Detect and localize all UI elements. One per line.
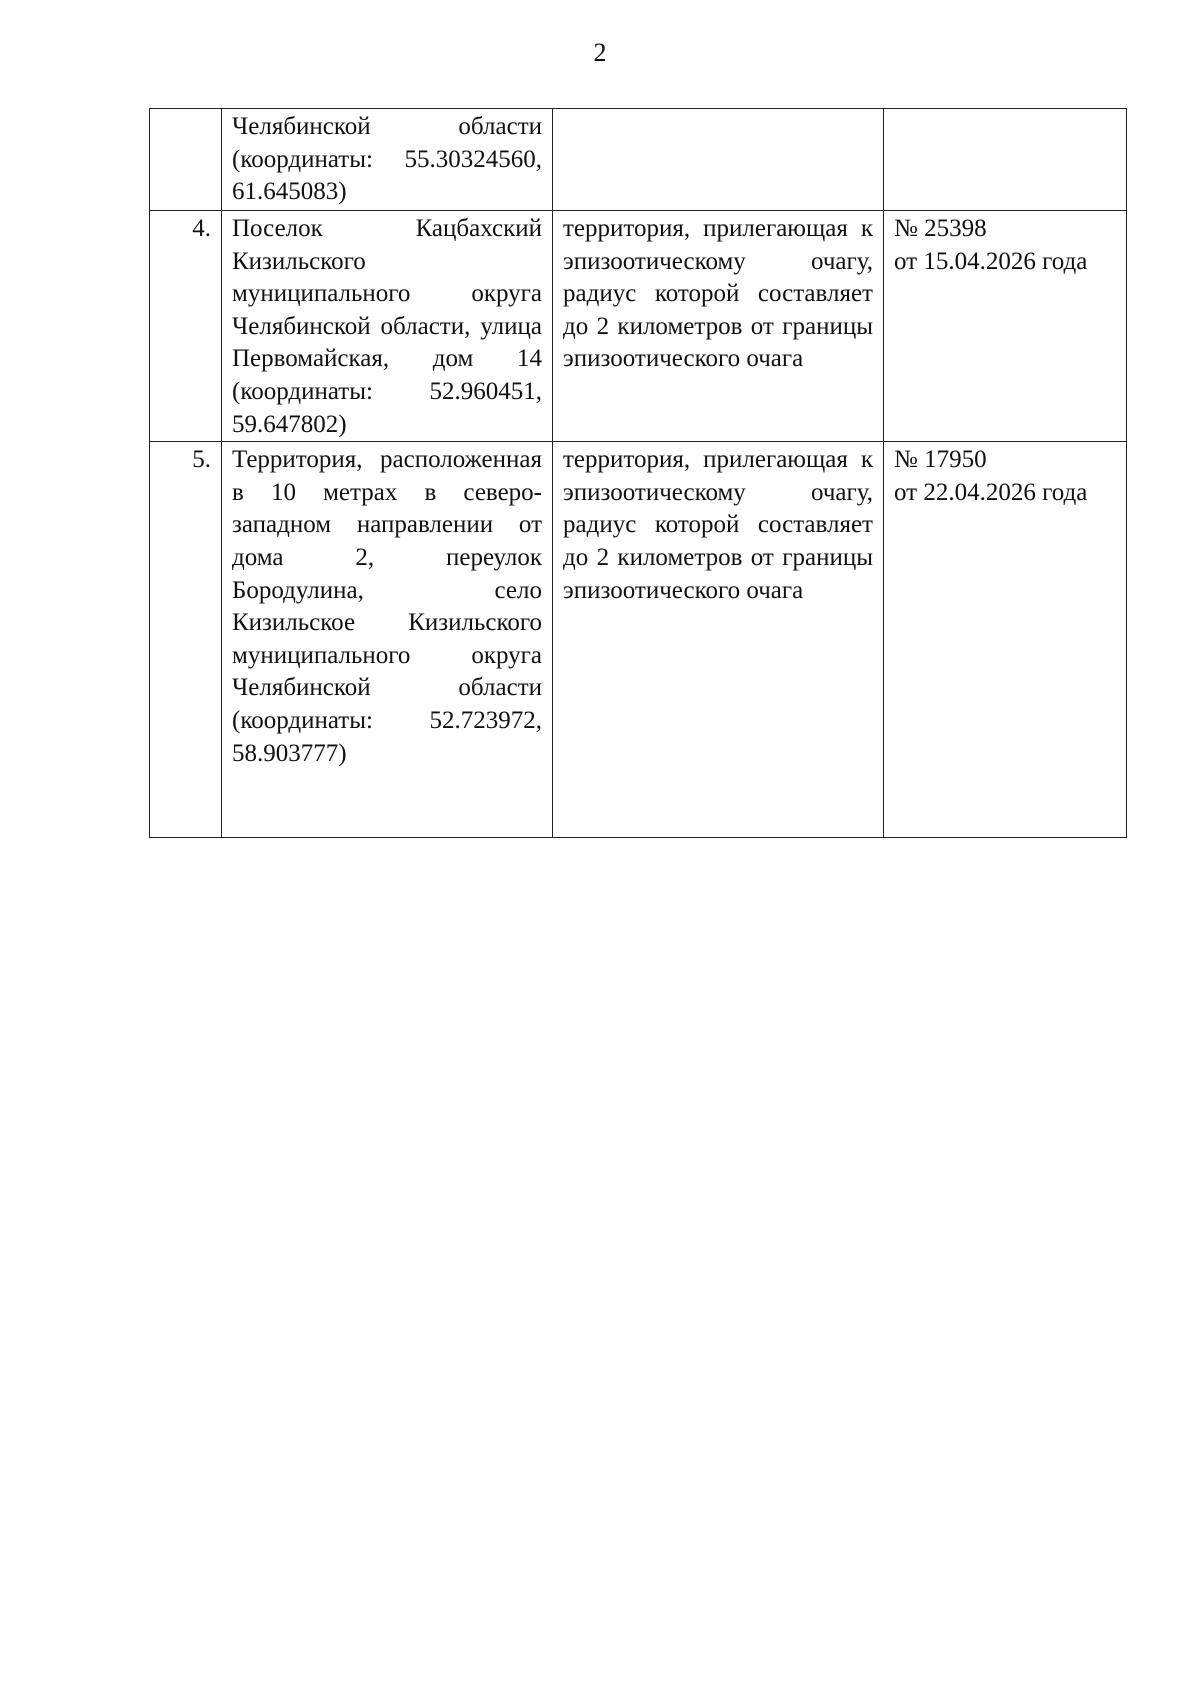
row-number-cell [150,109,222,211]
page-number: 2 [593,38,607,67]
row-number-cell: 4. [150,211,222,442]
document-reference-cell [884,211,1127,442]
document-number: № 17950 [894,446,987,474]
document-reference-cell [884,442,1127,838]
territory-description-cell [553,109,884,211]
document-number: № 25398 [894,215,987,242]
document-date: от 15.04.2026 года [894,247,1088,275]
place-description-cell: Территория, расположенная в 10 метрах в северо-западном направлении от дома 2, переулок Бородулина, село Кизильское Кизильского муниципального округа Челябинской области (координаты: 52.723972, 58.903777) [222,442,553,838]
row-number-cell: 5. [150,442,222,838]
place-description-cell: Поселок Кацбахский Кизильского муниципального округа Челябинской области, улица Первомайская, дом 14 (координаты: 52.960451, 59.647802) [222,211,553,442]
document-date: от 22.04.2026 года [894,478,1088,506]
zones-table [149,108,1127,838]
territory-description-cell: территория, прилегающая к эпизоотическому очагу, радиус которой составляет до 2 километров от границы эпизоотического очага [553,211,884,442]
territory-description-cell: территория, прилегающая к эпизоотическому очагу, радиус которой составляет до 2 километров от границы эпизоотического очага [553,442,884,838]
table-row [150,109,1127,211]
table-row [150,442,1127,838]
place-description-cell: Челябинской области (координаты: 55.30324560, 61.645083) [222,109,553,211]
document-reference-cell [884,109,1127,211]
table-row [150,211,1127,442]
